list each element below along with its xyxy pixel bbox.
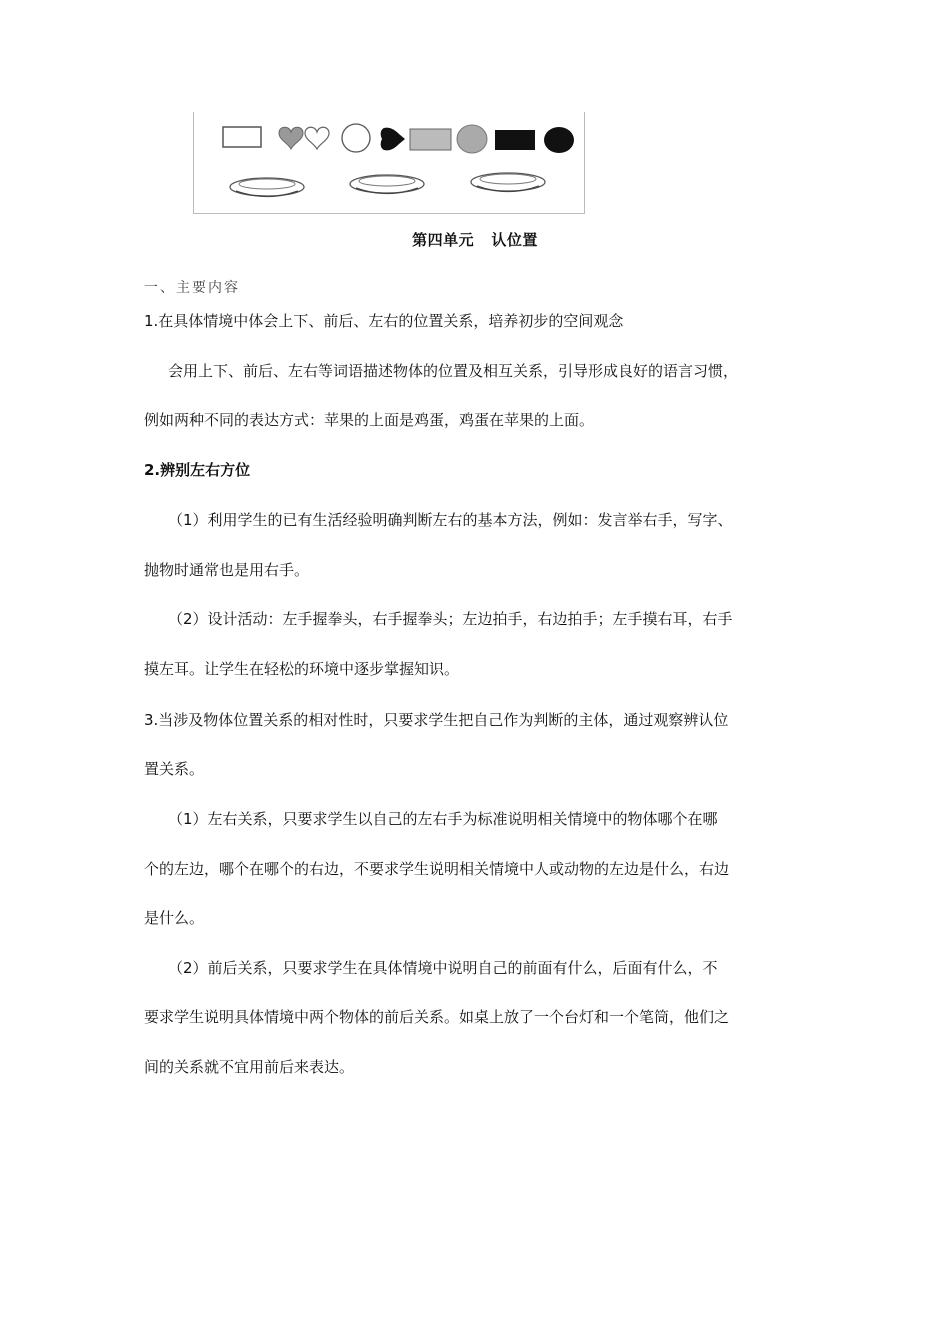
point-2-item-2-line-1: （2）设计活动：左手握拳头，右手握拳头；左边拍手，右边拍手；左手摸右耳，右手 [168, 610, 733, 628]
point-2-heading: 2.辨别左右方位 [144, 461, 251, 479]
rectangle-gray-shape [410, 129, 451, 150]
point-1-body-line-2: 例如两种不同的表达方式：苹果的上面是鸡蛋，鸡蛋在苹果的上面。 [144, 411, 595, 429]
unit-title: 第四单元 认位置 [412, 231, 538, 249]
plate-3 [471, 173, 545, 192]
section-heading: 一、主要内容 [144, 280, 240, 296]
point-3-heading-line-2: 置关系。 [144, 760, 205, 778]
point-3-item-2-line-3: 间的关系就不宜用前后来表达。 [144, 1058, 355, 1076]
point-3-heading-line-1: 3.当涉及物体位置关系的相对性时，只要求学生把自己作为判断的主体，通过观察辨认位 [144, 711, 729, 729]
circle-outline-shape [342, 124, 370, 152]
point-1-body-line-1: 会用上下、前后、左右等词语描述物体的位置及相互关系，引导形成良好的语言习惯， [168, 362, 739, 380]
plate-1 [230, 178, 304, 197]
point-2-item-2-line-2: 摸左耳。让学生在轻松的环境中逐步掌握知识。 [144, 660, 460, 678]
point-2-item-1-line-2: 抛物时通常也是用右手。 [144, 561, 310, 579]
plate-2 [350, 175, 424, 194]
heart-outline-shape [305, 127, 329, 149]
point-3-item-1-line-1: （1）左右关系，只要求学生以自己的左右手为标准说明相关情境中的物体哪个在哪 [168, 810, 718, 828]
rectangle-black-shape [495, 130, 535, 150]
point-3-item-2-line-2: 要求学生说明具体情境中两个物体的前后关系。如桌上放了一个台灯和一个笔筒，他们之 [144, 1008, 730, 1026]
point-3-item-1-line-2: 个的左边，哪个在哪个的右边，不要求学生说明相关情境中人或动物的左边是什么，右边 [144, 860, 730, 878]
point-3-item-1-line-3: 是什么。 [144, 909, 205, 927]
point-2-item-1-line-1: （1）利用学生的已有生活经验明确判断左右的基本方法，例如：发言举右手，写字、 [168, 511, 733, 529]
point-1-heading: 1.在具体情境中体会上下、前后、左右的位置关系，培养初步的空间观念 [144, 312, 624, 330]
point-3-item-2-line-1: （2）前后关系，只要求学生在具体情境中说明自己的前面有什么，后面有什么，不 [168, 959, 718, 977]
shapes-illustration [194, 112, 584, 213]
circle-black-shape [544, 127, 574, 153]
rectangle-outline-shape [223, 127, 261, 147]
heart-black-shape [381, 128, 405, 151]
shapes-figure [193, 112, 585, 214]
circle-gray-shape [457, 125, 487, 153]
heart-gray-shape [279, 127, 303, 149]
